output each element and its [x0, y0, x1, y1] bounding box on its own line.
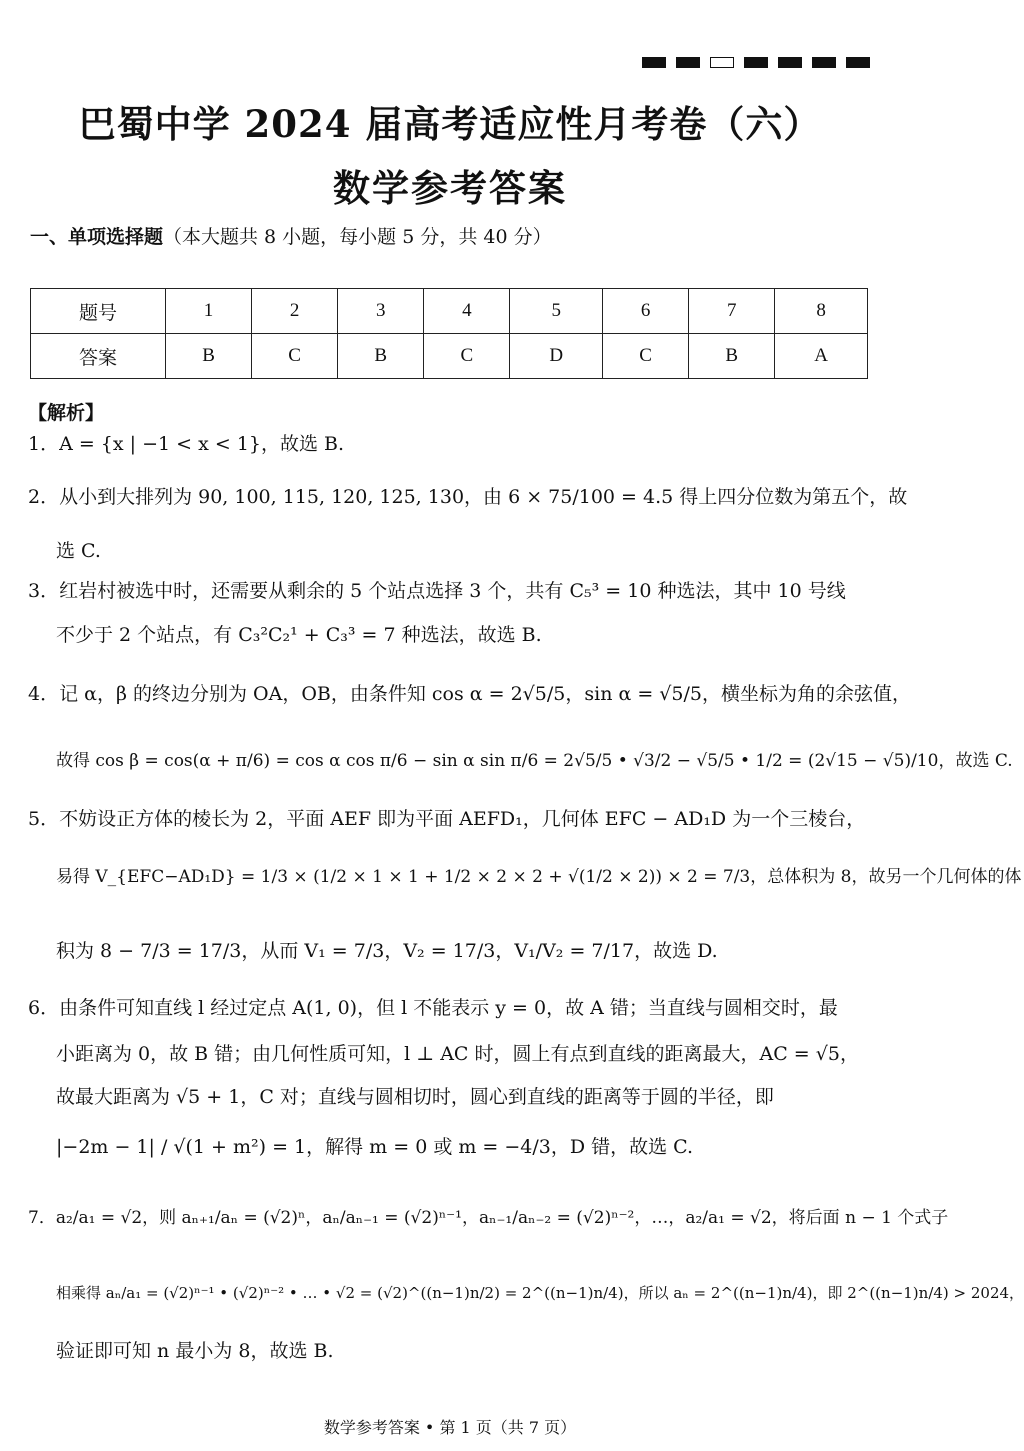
answer-table: [30, 288, 868, 379]
corner-mark-filled: [676, 57, 700, 68]
solution-line: 小距离为 0，故 B 错；由几何性质可知，l ⊥ AC 时，圆上有点到直线的距离最大，AC = √5，: [56, 1043, 859, 1065]
solution-line: 6．由条件可知直线 l 经过定点 A(1, 0)，但 l 不能表示 y = 0，故 A 错；当直线与圆相交时，最: [28, 997, 838, 1019]
answer-cell: B: [689, 334, 775, 379]
answer-cell: C: [603, 334, 689, 379]
corner-mark-filled: [846, 57, 870, 68]
answer-cell: C: [424, 334, 510, 379]
corner-mark-filled: [744, 57, 768, 68]
corner-mark-filled: [642, 57, 666, 68]
solution-line: 故得 cos β = cos(α + π/6) = cos α cos π/6 − sin α sin π/6 = 2√5/5 • √3/2 − √5/5 • 1/2 = (2√15 − √5)/10，故选 C.: [56, 751, 1013, 771]
solution-line: 5．不妨设正方体的棱长为 2，平面 AEF 即为平面 AEFD₁，几何体 EFC − AD₁D 为一个三棱台，: [28, 808, 866, 830]
answer-cell: B: [166, 334, 252, 379]
question-number-cell: 7: [689, 289, 775, 334]
solution-line: |−2m − 1| / √(1 + m²) = 1，解得 m = 0 或 m = −4/3，D 错，故选 C.: [56, 1136, 694, 1158]
answer-cell: B: [338, 334, 424, 379]
question-number-cell: 2: [252, 289, 338, 334]
corner-marks: [642, 57, 870, 68]
question-number-cell: 6: [603, 289, 689, 334]
page-title: 巴蜀中学 2024 届高考适应性月考卷（六）: [78, 102, 822, 146]
solution-line: 选 C.: [56, 540, 101, 562]
solution-line: 3．红岩村被选中时，还需要从剩余的 5 个站点选择 3 个，共有 C₅³ = 10 种选法，其中 10 号线: [28, 580, 846, 602]
section-heading: [30, 222, 552, 249]
question-number-cell: 1: [166, 289, 252, 334]
page-footer: 数学参考答案 • 第 1 页（共 7 页）: [323, 1418, 577, 1437]
corner-mark-filled: [778, 57, 802, 68]
question-number-cell: 3: [338, 289, 424, 334]
answer-cell: A: [775, 334, 868, 379]
table-header-cell: 答案: [31, 334, 166, 379]
solution-line: 不少于 2 个站点，有 C₃²C₂¹ + C₃³ = 7 种选法，故选 B.: [56, 624, 542, 646]
table-header-cell: 题号: [31, 289, 166, 334]
section-heading-note: （本大题共 8 小题，每小题 5 分，共 40 分）: [163, 226, 552, 248]
solution-line: 故最大距离为 √5 + 1，C 对；直线与圆相切时，圆心到直线的距离等于圆的半径，即: [56, 1086, 774, 1108]
question-number-cell: 5: [510, 289, 603, 334]
solution-line: 验证即可知 n 最小为 8，故选 B.: [56, 1340, 334, 1362]
solution-line: 积为 8 − 7/3 = 17/3，从而 V₁ = 7/3，V₂ = 17/3，V₁/V₂ = 7/17，故选 D.: [56, 940, 718, 962]
solution-line: 2．从小到大排列为 90, 100, 115, 120, 125, 130，由 6 × 75/100 = 4.5 得上四分位数为第五个，故: [28, 486, 908, 508]
corner-mark-filled: [812, 57, 836, 68]
page-subtitle: 数学参考答案: [333, 166, 567, 210]
answer-cell: C: [252, 334, 338, 379]
solution-line: 7．a₂/a₁ = √2，则 aₙ₊₁/aₙ = (√2)ⁿ，aₙ/aₙ₋₁ = (√2)ⁿ⁻¹，aₙ₋₁/aₙ₋₂ = (√2)ⁿ⁻²，…，a₂/a₁ = √2，将后面 n − 1 个式子: [28, 1208, 949, 1228]
table-row: [31, 289, 868, 334]
answer-cell: D: [510, 334, 603, 379]
solution-line: 相乘得 aₙ/a₁ = (√2)ⁿ⁻¹ • (√2)ⁿ⁻² • … • √2 = (√2)^((n−1)n/2) = 2^((n−1)n/4)，所以 aₙ = 2^((n−1)n/4)，即 2^((n−1)n/4) > 2024，: [56, 1284, 1024, 1302]
solution-line: 4．记 α，β 的终边分别为 OA，OB，由条件知 cos α = 2√5/5，sin α = √5/5，横坐标为角的余弦值，: [28, 683, 911, 705]
question-number-cell: 4: [424, 289, 510, 334]
analysis-heading: 【解析】: [28, 402, 105, 424]
question-number-cell: 8: [775, 289, 868, 334]
section-heading-title: 一、单项选择题: [30, 226, 164, 248]
table-row: [31, 334, 868, 379]
solution-line: 1．A = {x | −1 < x < 1}，故选 B.: [28, 433, 345, 455]
corner-mark-hollow: [710, 57, 734, 68]
solution-line: 易得 V_{EFC−AD₁D} = 1/3 × (1/2 × 1 × 1 + 1/2 × 2 × 2 + √(1/2 × 2)) × 2 = 7/3，总体积为 8，故另一个几何体的体: [56, 867, 1022, 887]
